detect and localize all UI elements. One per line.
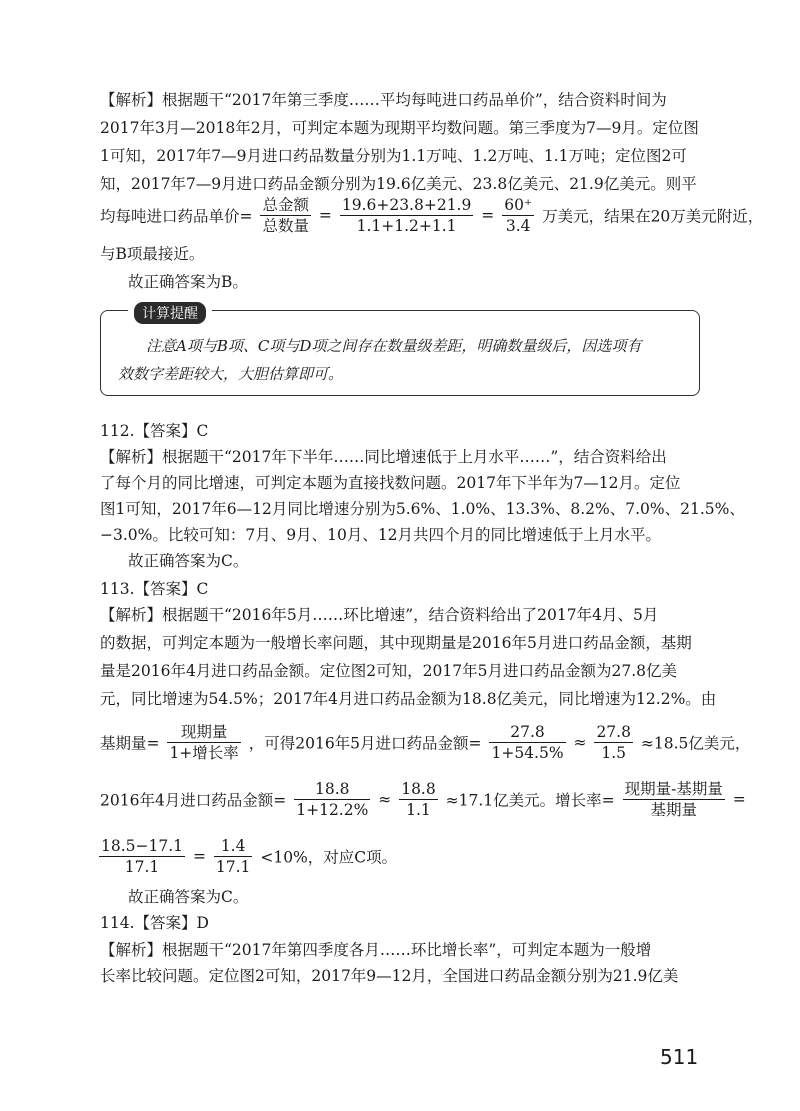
s113-formula-a [100,723,750,762]
s113-c-frac1 [99,837,185,876]
s113-c-suffix: <10%，对应C项。 [260,848,398,867]
s111-formula-prefix: 均每吨进口药品单价= [100,207,253,226]
s113-b-eq: = [732,790,746,809]
s111-eq2: = [481,206,495,225]
s113-formula-c [96,837,397,876]
s113-answer: 故正确答案为C。 [128,888,249,906]
s113-b-frac1 [294,780,370,819]
s113-b-frac3-den: 基期量 [650,801,697,819]
s113-b-frac2 [399,780,438,819]
s113-b-frac1-den: 1+12.2% [296,801,369,819]
calc-tip-label-text: 计算提醒 [134,302,206,324]
page-number: 511 [660,1045,699,1069]
s112-line-1: 【解析】根据题干“2017年下半年……同比增速低于上月水平……”，结合资料给出 [100,448,667,466]
s113-line-2: 的数据，可判定本题为一般增长率问题，其中现期量是2016年5月进口药品金额，基期 [100,634,692,652]
s113-a-frac2-den: 1+54.5% [491,744,564,762]
s114-line-1: 【解析】根据题干“2017年第四季度各月……环比增长率”，可判定本题为一般增 [100,941,652,959]
calc-tip-line-1: 注意A项与B项、C项与D项之间存在数量级差距，明确数量级后，因选项有 [146,337,642,355]
s113-a-approx: ≈ [573,733,587,752]
s111-frac2-num: 19.6+23.8+21.9 [341,196,472,214]
s113-c-frac2-den: 17.1 [215,858,251,876]
calc-tip-line-2: 效数字差距较大，大胆估算即可。 [118,365,344,383]
s113-b-approx: ≈ [378,790,392,809]
s113-c-frac1-den: 17.1 [124,858,160,876]
s113-a-frac2 [489,723,565,762]
s112-line-4: −3.0%。比较可知：7月、9月、10月、12月共四个月的同比增速低于上月水平。 [100,526,662,544]
s111-fraction-total [260,196,311,235]
s113-b-prefix: 2016年4月进口药品金额= [100,791,287,810]
s111-frac3-den: 3.4 [505,217,531,235]
s113-a-prefix: 基期量= [100,734,160,753]
s113-a-frac3-num: 27.8 [596,723,631,741]
s113-b-frac3-num: 现期量-基期量 [624,780,723,798]
s111-frac1-num: 总金额 [262,196,309,214]
s113-a-mid: ，可得2016年5月进口药品金额= [248,734,482,753]
s112-answer: 故正确答案为C。 [128,552,249,570]
s114-line-2: 长率比较问题。定位图2可知，2017年9—12月，全国进口药品金额分别为21.9亿美 [100,967,679,985]
s111-line-6: 与B项最接近。 [100,245,205,263]
s113-a-frac1 [167,723,240,762]
s111-eq1: = [318,206,332,225]
s111-answer: 故正确答案为B。 [128,273,248,291]
s111-line-3: 1可知，2017年7—9月进口药品数量分别为1.1万吨、1.2万吨、1.1万吨；定位图2可 [100,147,687,165]
s111-frac1-den: 总数量 [262,217,309,235]
s113-line-3: 量是2016年4月进口药品金额。定位图2可知，2017年5月进口药品金额为27.8亿美 [100,662,677,680]
s113-c-frac2-num: 1.4 [214,837,253,857]
s113-b-frac3 [623,780,725,819]
s113-b-frac1-num: 18.8 [294,780,370,800]
s111-fraction-result [502,196,534,235]
s113-c-frac2 [214,837,253,876]
s113-b-frac2-num: 18.8 [401,780,436,798]
s113-line-4: 元，同比增速为54.5%；2017年4月进口药品金额为18.8亿美元，同比增速为12.2%。由 [100,690,717,708]
s113-b-frac2-den: 1.1 [406,801,431,819]
s111-fraction-values [340,196,474,235]
s113-a-frac3 [594,723,633,762]
s112-line-2: 了每个月的同比增速，可判定本题为直接找数问题。2017年下半年为7—12月。定位 [100,474,681,492]
s111-formula [100,196,763,235]
s113-a-suffix: ≈18.5亿美元， [640,734,751,753]
s113-line-1: 【解析】根据题干“2016年5月……环比增速”，结合资料给出了2017年4月、5月 [100,606,659,624]
s111-line-1: 【解析】根据题干“2017年第三季度……平均每吨进口药品单价”，结合资料时间为 [100,91,667,109]
s111-line-2: 2017年3月—2018年2月，可判定本题为现期平均数问题。第三季度为7—9月。定位图 [100,119,699,137]
s113-c-eq: = [192,847,206,866]
s111-formula-suffix: 万美元，结果在20万美元附近， [542,207,764,226]
s113-a-frac3-den: 1.5 [601,744,627,762]
s113-b-mid: ≈17.1亿美元。增长率= [445,791,615,810]
s113-a-frac1-den: 1+增长率 [169,744,239,762]
s111-line-4: 知，2017年7—9月进口药品金额分别为19.6亿美元、23.8亿美元、21.9亿美元。则平 [100,175,697,193]
calc-tip-label [128,302,212,324]
s112-line-3: 图1可知，2017年6—12月同比增速分别为5.6%、1.0%、13.3%、8.2%、7.0%、21.5%、 [100,500,745,518]
s113-c-frac1-num: 18.5−17.1 [101,837,184,855]
s113-formula-b [100,780,746,819]
s113-heading: 113.【答案】C [100,580,209,598]
s112-heading: 112.【答案】C [100,422,209,440]
s114-heading: 114.【答案】D [100,914,209,932]
s111-frac3-num: 60⁺ [504,196,533,214]
s111-frac2-den: 1.1+1.2+1.1 [356,217,457,235]
s113-a-frac1-num: 现期量 [167,723,240,743]
s113-a-frac2-num: 27.8 [489,723,565,743]
